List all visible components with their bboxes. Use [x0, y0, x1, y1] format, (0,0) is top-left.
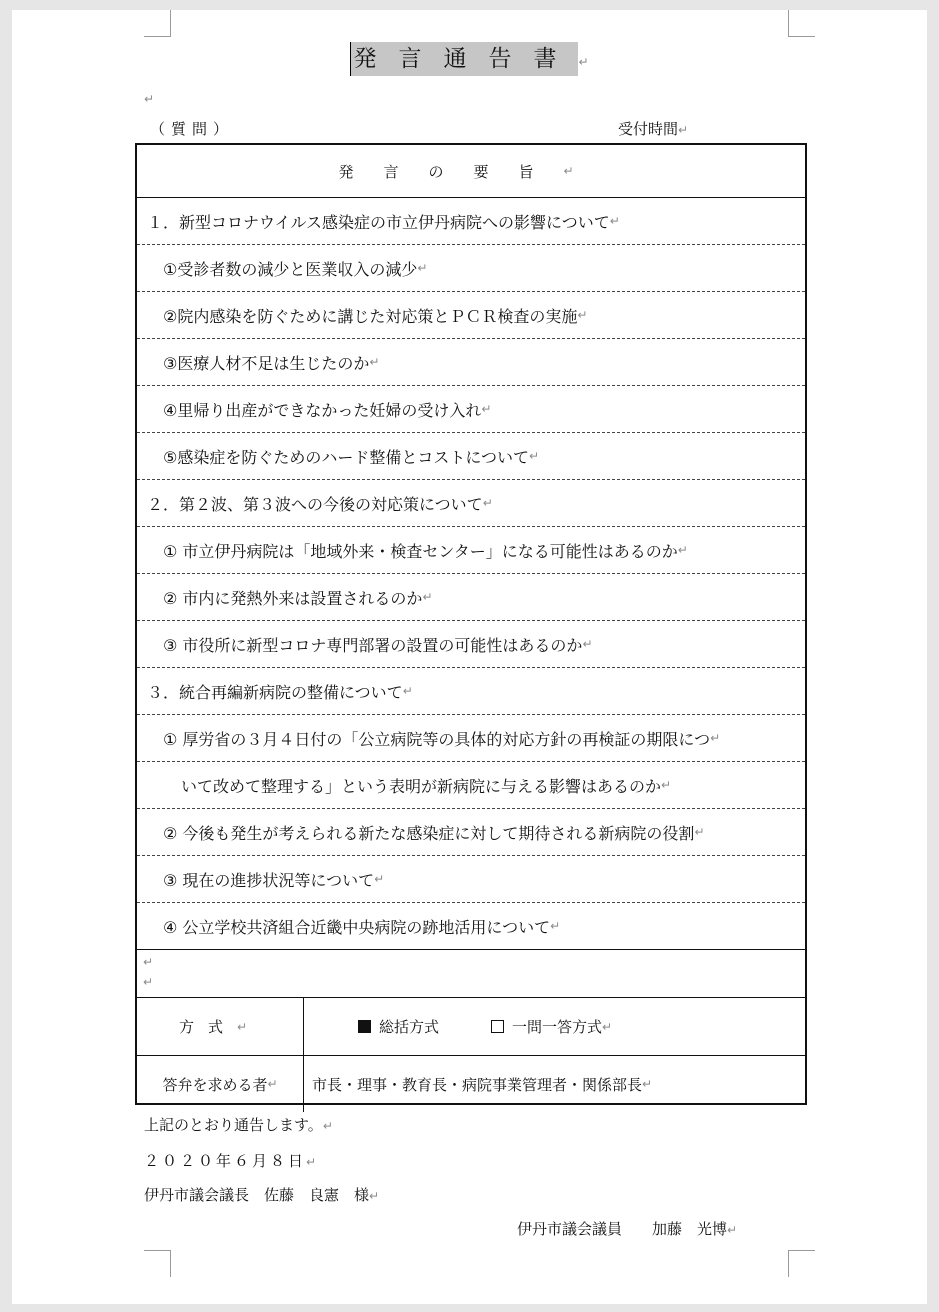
- summary-item-text: ２．第２波、第３波への今後の対応策について: [147, 494, 483, 514]
- summary-item-row[interactable]: [137, 339, 805, 386]
- notice-text: 上記のとおり通告します。↵: [144, 1116, 333, 1134]
- respondents: 市長・理事・教育長・病院事業管理者・関係部長: [312, 1075, 643, 1094]
- paragraph-mark-icon: ↵: [550, 919, 561, 933]
- signer-text: 伊丹市議会議員 加藤 光博↵: [517, 1220, 738, 1238]
- method-option-one-by-one[interactable]: 一問一答方式 ↵: [491, 1016, 612, 1037]
- summary-header: 発言の要旨 ↵: [137, 145, 805, 198]
- summary-item-row[interactable]: [137, 527, 805, 574]
- respondent-label-cell: [137, 1056, 304, 1112]
- method-options: [304, 998, 805, 1055]
- crop-mark-bottom-right: [788, 1250, 815, 1277]
- respondent-row: [137, 1055, 805, 1112]
- summary-item-row[interactable]: [137, 668, 805, 715]
- paragraph-mark-icon: ↵: [143, 955, 154, 969]
- summary-item-row[interactable]: [137, 198, 805, 245]
- summary-item-row[interactable]: [137, 762, 805, 809]
- summary-item-text: いて改めて整理する」という表明が新病院に与える影響はあるのか: [181, 776, 662, 796]
- paragraph-mark-icon: ↵: [369, 1189, 380, 1203]
- receipt-time-label: 受付時間↵: [618, 120, 689, 138]
- summary-item-text: ② 今後も発生が考えられる新たな感染症に対して期待される新病院の役割: [163, 823, 695, 843]
- summary-item-text: ③医療人材不足は生じたのか: [163, 353, 370, 373]
- method-label: 方式: [178, 1018, 237, 1036]
- paragraph-mark-icon: ↵: [694, 825, 705, 839]
- paragraph-mark-icon: ↵: [369, 355, 380, 369]
- summary-item-text: ③ 現在の進捗状況等について: [163, 870, 375, 890]
- paragraph-mark-icon: ↵: [417, 261, 428, 275]
- summary-item-row[interactable]: [137, 292, 805, 339]
- document-page: [12, 10, 927, 1304]
- crop-mark-bottom-left: [144, 1250, 171, 1277]
- paragraph-mark-icon: ↵: [267, 1077, 278, 1091]
- paragraph-mark-icon: ↵: [402, 684, 413, 698]
- paragraph-mark-icon: ↵: [529, 449, 540, 463]
- paragraph-mark-icon: ↵: [602, 1019, 613, 1034]
- paragraph-mark-icon: ↵: [578, 55, 589, 69]
- paragraph-mark-icon: ↵: [727, 1223, 738, 1237]
- blank-lines[interactable]: [137, 949, 805, 997]
- paragraph-mark-icon: ↵: [661, 778, 672, 792]
- summary-item-text: ② 市内に発熱外来は設置されるのか: [163, 588, 423, 608]
- paragraph-mark-icon: ↵: [609, 214, 620, 228]
- checkbox-icon[interactable]: [358, 1020, 371, 1033]
- summary-item-row[interactable]: [137, 715, 805, 762]
- summary-item-text: ①受診者数の減少と医業収入の減少: [163, 259, 418, 279]
- crop-mark-top-right: [788, 10, 815, 37]
- notice-form-table: [135, 143, 807, 1105]
- respondent-label: 答弁を求める者: [162, 1075, 268, 1094]
- crop-mark-top-left: [144, 10, 171, 37]
- summary-items: [137, 198, 805, 949]
- paragraph-mark-icon: ↵: [677, 543, 688, 557]
- summary-item-row[interactable]: [137, 574, 805, 621]
- summary-item-text: ① 市立伊丹病院は「地域外来・検査センター」になる可能性はあるのか: [163, 541, 678, 561]
- summary-item-text: ④里帰り出産ができなかった妊婦の受け入れ: [163, 400, 482, 420]
- title-container: [12, 42, 927, 76]
- summary-item-row[interactable]: [137, 386, 805, 433]
- summary-item-row[interactable]: [137, 621, 805, 668]
- summary-item-text: １．新型コロナウイルス感染症の市立伊丹病院への影響について: [147, 212, 610, 232]
- paragraph-mark-icon: ↵: [482, 496, 493, 510]
- paragraph-mark-icon: ↵: [144, 92, 155, 106]
- paragraph-mark-icon: ↵: [306, 1155, 320, 1169]
- date-text: ２０２０年６月８日↵: [144, 1152, 320, 1170]
- summary-item-text: ３．統合再編新病院の整備について: [147, 682, 403, 702]
- method-row: [137, 997, 805, 1055]
- paragraph-mark-icon: ↵: [563, 164, 604, 178]
- method-option-summary[interactable]: 総括方式: [358, 1016, 439, 1037]
- summary-item-text: ②院内感染を防ぐために講じた対応策とＰＣＲ検査の実施: [163, 306, 578, 326]
- method-label-cell: [137, 998, 304, 1055]
- paragraph-mark-icon: ↵: [422, 590, 433, 604]
- paragraph-mark-icon: ↵: [710, 731, 721, 745]
- paragraph-mark-icon: ↵: [582, 637, 593, 651]
- addressee-text: 伊丹市議会議長 佐藤 良憲 様↵: [144, 1186, 380, 1204]
- summary-item-row[interactable]: [137, 903, 805, 949]
- checkbox-icon[interactable]: [491, 1020, 504, 1033]
- summary-item-row[interactable]: [137, 245, 805, 292]
- summary-item-row[interactable]: [137, 433, 805, 480]
- paragraph-mark-icon: ↵: [322, 1119, 333, 1133]
- summary-item-text: ⑤感染症を防ぐためのハード整備とコストについて: [163, 447, 530, 467]
- summary-item-text: ④ 公立学校共済組合近畿中央病院の跡地活用について: [163, 917, 551, 937]
- paragraph-mark-icon: ↵: [374, 872, 385, 886]
- paragraph-mark-icon: ↵: [577, 308, 588, 322]
- document-title[interactable]: 発言通告書: [350, 42, 578, 76]
- summary-item-text: ① 厚労省の３月４日付の「公立病院等の具体的対応方針の再検証の期限につ: [163, 729, 711, 749]
- summary-item-row[interactable]: [137, 856, 805, 903]
- paragraph-mark-icon: ↵: [236, 1019, 262, 1034]
- paragraph-mark-icon: ↵: [481, 402, 492, 416]
- summary-item-row[interactable]: [137, 809, 805, 856]
- respondent-value-cell[interactable]: [304, 1056, 805, 1112]
- summary-item-row[interactable]: [137, 480, 805, 527]
- paragraph-mark-icon: ↵: [143, 975, 154, 989]
- question-label: （質問）: [150, 120, 235, 138]
- summary-item-text: ③ 市役所に新型コロナ専門部署の設置の可能性はあるのか: [163, 635, 583, 655]
- paragraph-mark-icon: ↵: [642, 1077, 653, 1091]
- paragraph-mark-icon: ↵: [678, 123, 689, 137]
